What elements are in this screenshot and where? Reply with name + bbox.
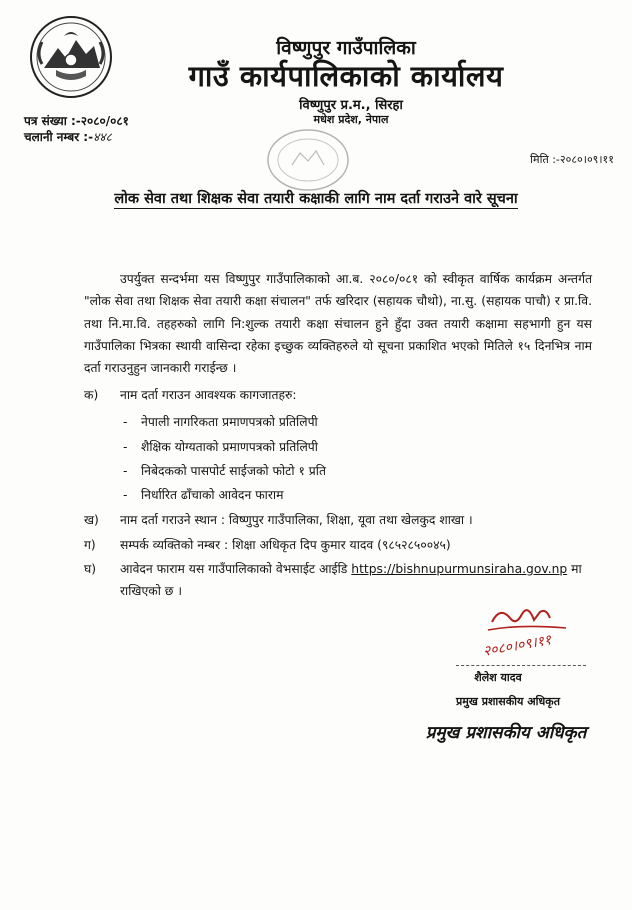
item-gha-marker: घ)	[84, 562, 97, 576]
address-line-1: विष्णुपुर प्र.म., सिरहा	[299, 98, 403, 113]
website-link[interactable]: https://bishnupurmunsiraha.gov.np	[351, 562, 568, 576]
item-gha-text-before: आवेदन फाराम यस गाउँपालिकाको वेभसाईट आईडि	[120, 562, 348, 576]
doc-item-education: शैक्षिक योग्यताको प्रमाणपत्रको प्रतिलिपी	[141, 440, 318, 454]
office-title: गाउँ कार्यपालिकाको कार्यालय	[188, 59, 504, 93]
signatory-title: प्रमुख प्रशासकीय अधिकृत	[456, 695, 560, 708]
item-kha-marker: ख)	[84, 513, 99, 527]
signatory-name: शैलेश यादव	[474, 671, 522, 684]
list-bullet: -	[123, 488, 128, 502]
signature-line	[456, 665, 586, 666]
notice-subject-text: लोक सेवा तथा शिक्षक सेवा तयारी कक्षाकी लागि नाम दर्ता गराउने वारे सूचना	[114, 191, 518, 207]
letter-number-label: पत्र संख्या :-	[24, 114, 81, 128]
office-stamp-icon	[262, 125, 354, 195]
letter-number	[24, 112, 129, 129]
item-gha-text	[120, 559, 595, 579]
notice-subject	[0, 188, 632, 208]
letter-number-value: २०८०/०८१	[80, 114, 129, 128]
item-ga-text: सम्पर्क व्यक्तिको नम्बर : शिक्षा अधिकृत दिप कुमार यादव (९८५२८५००४५)	[120, 538, 451, 552]
item-ka-text: नाम दर्ता गराउन आवश्यक कागजातहरु:	[120, 388, 297, 402]
address-line-2: मधेश प्रदेश, नेपाल	[313, 113, 389, 126]
dispatch-number-value: ४४८	[93, 130, 112, 144]
dispatch-number-label: चलानी नम्बर :-	[24, 130, 94, 144]
handwritten-signature	[470, 600, 580, 666]
designation-stamp: प्रमुख प्रशासकीय अधिकृत	[425, 723, 587, 743]
doc-item-citizenship: नेपाली नागरिकता प्रमाणपत्रको प्रतिलिपी	[141, 415, 318, 429]
signature-date: २०८०।०९।११	[481, 632, 553, 660]
doc-item-form: निर्धारित ढाँचाको आवेदन फाराम	[141, 488, 284, 502]
item-gha-text-after: मा	[571, 562, 582, 576]
item-gha-line-2: राखिएको छ ।	[120, 584, 182, 598]
dispatch-number	[24, 128, 112, 145]
notice-body: उपर्युक्त सन्दर्भमा यस विष्णुपुर गाउँपालिकाको आ.ब. २०८०/०८१ को स्वीकृत वार्षिक कार्यक्रम अन्तर्गत "लोक सेवा तथा शिक्षक सेवा तयारी कक्षा संचालन" तर्फ खरिदार (सहायक चौथो), ना.सु. (सहायक पाचौ) र प्रा.वि. तथा नि.मा.वि. तहहरुको लागि नि:शुल्क तयारी कक्षा संचालन हुने हुँदा उक्त तयारी कक्षामा सहभागी हुन यस गाउँपालिका भित्रका स्थायी वासिन्दा रहेका इच्छुक व्यक्तिहरुले यो सूचना प्रकाशित भएको मितिले १५ दिनभित्र नाम दर्ता गराउनुहुन जानकारी गराईन्छ ।	[84, 272, 592, 376]
item-ga-marker: ग)	[84, 538, 96, 552]
letter-date: मिति :-२०८०।०९।११	[530, 153, 614, 166]
item-ka-marker: क)	[84, 388, 99, 402]
list-bullet: -	[123, 440, 128, 454]
list-bullet: -	[123, 464, 128, 478]
item-kha-text: नाम दर्ता गराउने स्थान : विष्णुपुर गाउँपालिका, शिक्षा, यूवा तथा खेलकुद शाखा ।	[120, 513, 473, 527]
doc-item-photo: निबेदकको पासपोर्ट साईजको फोटो १ प्रति	[141, 464, 326, 478]
list-bullet: -	[123, 415, 128, 429]
municipality-name: विष्णुपुर गाउँपालिका	[276, 37, 416, 59]
